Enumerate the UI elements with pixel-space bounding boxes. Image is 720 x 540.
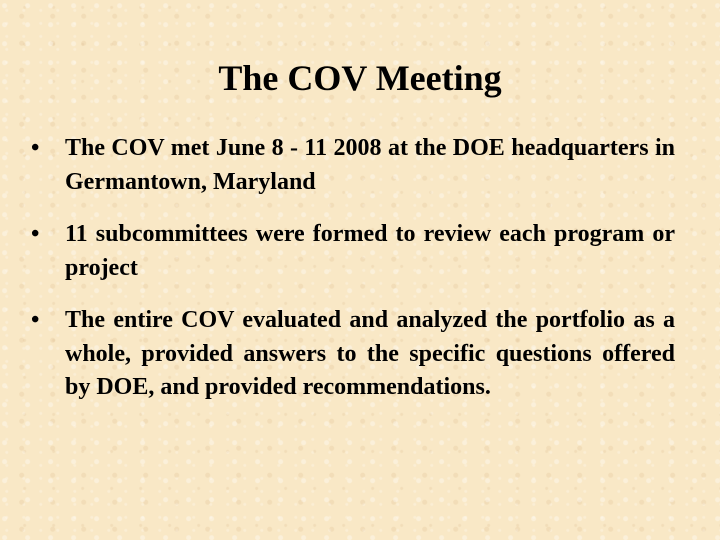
- slide-title: The COV Meeting: [218, 58, 502, 98]
- bullet-marker: •: [31, 135, 40, 161]
- bullet-marker: •: [31, 307, 40, 333]
- bullet-text: 11 subcommittees were formed to review each program or project: [65, 221, 675, 281]
- bullet-item: [31, 218, 675, 285]
- bullet-list: [31, 132, 675, 424]
- bullet-text: The entire COV evaluated and analyzed the portfolio as a whole, provided answers to the specific questions offered by DOE, and provided recommendations.: [65, 307, 675, 400]
- bullet-item: [31, 132, 675, 199]
- bullet-marker: •: [31, 221, 40, 247]
- bullet-item: [31, 304, 675, 405]
- bullet-text: The COV met June 8 - 11 2008 at the DOE headquarters in Germantown, Maryland: [65, 135, 675, 195]
